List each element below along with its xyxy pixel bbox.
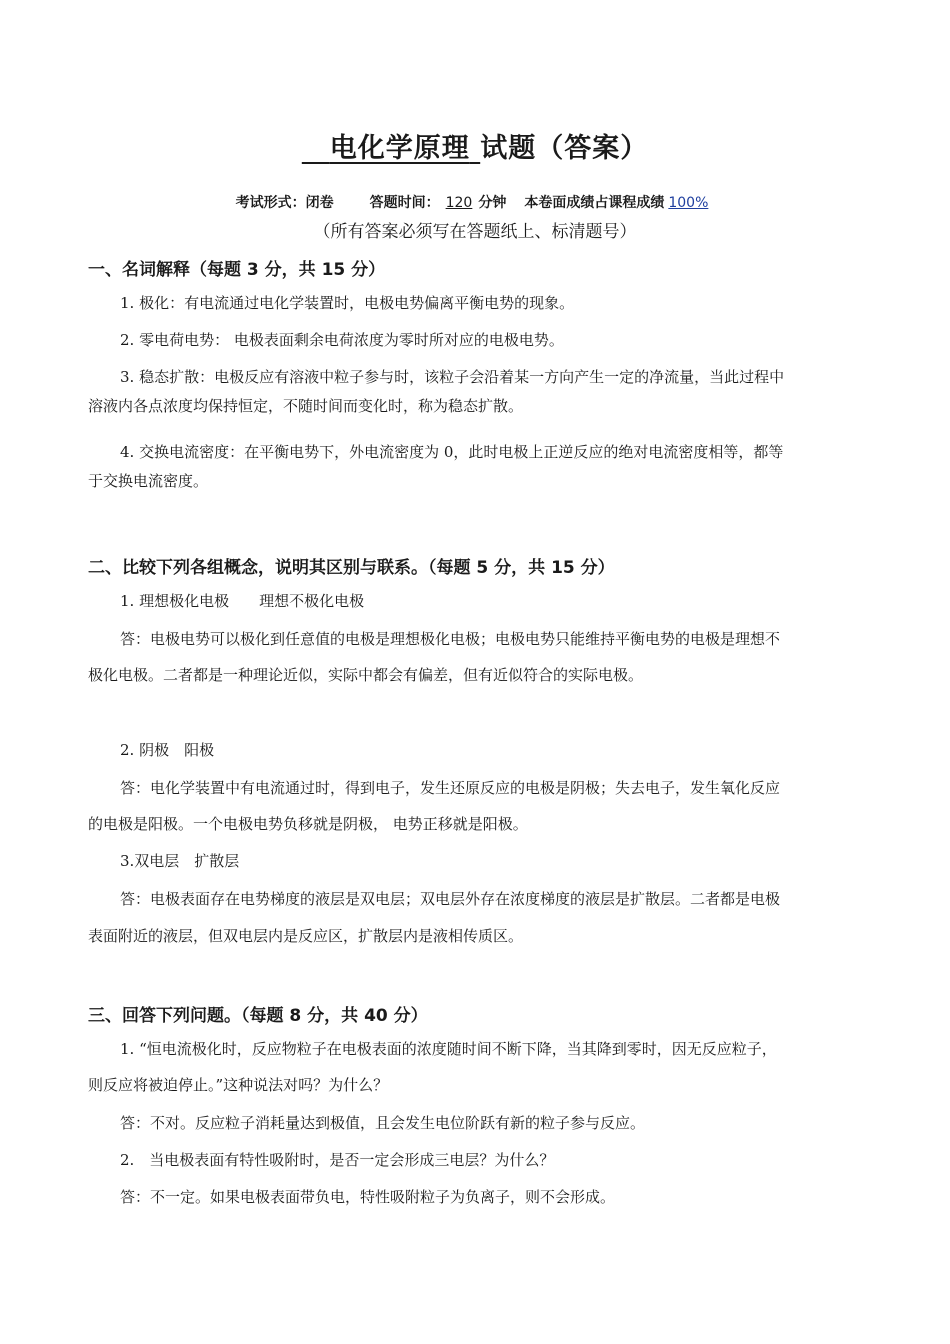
exam-weight-value: 100% xyxy=(668,195,709,211)
section2-q2: 2. 阴极 阳极 xyxy=(120,741,215,759)
section2-q1: 1. 理想极化电极 理想不极化电极 xyxy=(120,592,365,610)
section1-q3-line2: 溶液内各点浓度均保持恒定，不随时间而变化时，称为稳态扩散。 xyxy=(88,397,524,415)
section3-q1-line2: 则反应将被迫停止。”这种说法对吗？为什么？ xyxy=(88,1076,389,1094)
section1-q4-line2: 于交换电流密度。 xyxy=(88,472,209,490)
exam-form-value: 闭卷 xyxy=(305,195,334,211)
document-title xyxy=(0,126,950,165)
section3-a2: 答：不一定。如果电极表面带负电，特性吸附粒子为负离子，则不会形成。 xyxy=(120,1188,616,1206)
section1-heading: 一、名词解释（每题 3 分，共 15 分） xyxy=(88,260,386,280)
section1-q3-line1: 3. 稳态扩散：电极反应有溶液中粒子参与时，该粒子会沿着某一方向产生一定的净流量，当此过程中 xyxy=(120,368,785,386)
section2-a1-line2: 极化电极。二者都是一种理论近似，实际中都会有偏差，但有近似符合的实际电极。 xyxy=(88,666,644,684)
exam-info-line xyxy=(0,192,950,212)
exam-form-label: 考试形式： xyxy=(235,195,306,211)
title-course-name: 电化学原理 xyxy=(329,133,470,164)
title-suffix: 试题（答案） xyxy=(480,133,649,164)
section3-a1: 答：不对。反应粒子消耗量达到极值，且会发生电位阶跃有新的粒子参与反应。 xyxy=(120,1114,646,1132)
exam-time-unit: 分钟 xyxy=(478,195,507,211)
section2-a1-line1: 答：电极电势可以极化到任意值的电极是理想极化电极；电极电势只能维持平衡电势的电极是理想不 xyxy=(120,630,781,648)
section3-heading: 三、回答下列问题。（每题 8 分，共 40 分） xyxy=(88,1006,428,1026)
exam-time-value: 120 xyxy=(445,195,473,211)
section2-heading: 二、比较下列各组概念，说明其区别与联系。（每题 5 分，共 15 分） xyxy=(88,558,615,578)
section2-a3-line2: 表面附近的液层，但双电层内是反应区，扩散层内是液相传质区。 xyxy=(88,927,524,945)
section1-q2: 2. 零电荷电势： 电极表面剩余电荷浓度为零时所对应的电极电势。 xyxy=(120,331,564,349)
exam-time-label: 答题时间： xyxy=(369,195,440,211)
section1-q4-line1: 4. 交换电流密度：在平衡电势下，外电流密度为 0，此时电极上正逆反应的绝对电流密度相等，都等 xyxy=(120,443,784,461)
section3-q1-line1: 1. “恒电流极化时，反应物粒子在电极表面的浓度随时间不断下降，当其降到零时，因无反应粒子， xyxy=(120,1040,777,1058)
exam-weight-label: 本卷面成绩占课程成绩 xyxy=(524,195,665,211)
section2-a3-line1: 答：电极表面存在电势梯度的液层是双电层；双电层外存在浓度梯度的液层是扩散层。二者都是电极 xyxy=(120,890,781,908)
section2-a2-line1: 答：电化学装置中有电流通过时，得到电子，发生还原反应的电极是阴极；失去电子，发生氧化反应 xyxy=(120,779,781,797)
section2-a2-line2: 的电极是阳极。一个电极电势负移就是阴极， 电势正移就是阳极。 xyxy=(88,815,528,833)
instruction-note: （所有答案必须写在答题纸上、标清题号） xyxy=(313,222,637,242)
section3-q2: 2. 当电极表面有特性吸附时，是否一定会形成三电层？为什么？ xyxy=(120,1151,555,1169)
section2-q3: 3.双电层 扩散层 xyxy=(120,852,240,870)
section1-q1: 1. 极化：有电流通过电化学装置时，电极电势偏离平衡电势的现象。 xyxy=(120,294,575,312)
